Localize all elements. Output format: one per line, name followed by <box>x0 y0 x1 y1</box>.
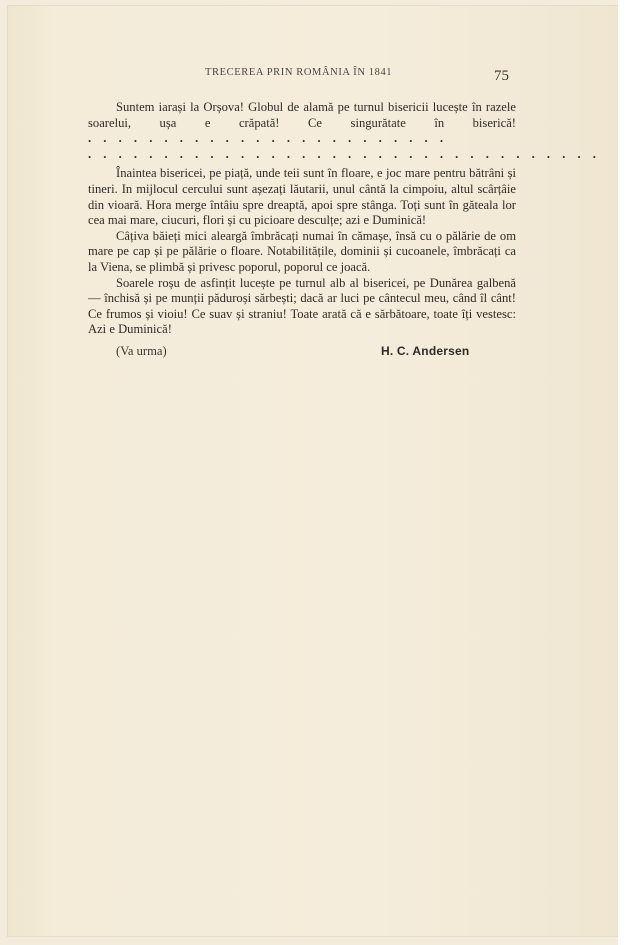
paragraph-orsova <box>88 100 516 147</box>
running-title: TRECEREA PRIN ROMÂNIA ÎN 1841 <box>205 67 393 78</box>
paragraph-baieti: Câțiva băieți mici aleargă îmbrăcați numai în cămașe, însă cu o pălărie de om mare pe cap și pe pălărie o floare. Notabilitățile, dominii și cucoanele, îmbrăcați ca la Viena, se plimbă și privesc poporul, poporul ce joacă. <box>88 228 516 274</box>
paragraph-soarele: Soarele roșu de asfințit lucește pe turnul alb al bisericei, pe Dunărea galbenă — închisă și pe munții păduroși sărbești; dacă ar luci pe cântecul meu, când îl cânt! Ce frumos și vioiu! Ce suav și straniu! Toate arată că e sărbătoare, toate îți vestesc: Azi e Duminică! <box>88 275 516 337</box>
to-be-continued-note: (Va urma) <box>116 343 167 358</box>
dot-leaders-inline: . . . . . . . . . . . . . . . . . . . . . . . . <box>88 131 448 146</box>
paragraph-hora: Înaintea bisericei, pe piață, unde teii sunt în floare, e joc mare pentru bătrâni și tineri. In mijlocul cercului sunt așezați lăutarii, unul cântă la cimpoiu, altul scârțâie din vioară. Hora merge întâiu spre dreaptă, apoi spre stânga. Toți sunt în găteala lor cea mai mare, ciucuri, flori și cu picioare desculțe; azi e Duminică! <box>88 166 516 228</box>
page-margin-edge <box>618 0 640 945</box>
signature-row <box>88 344 516 362</box>
page-number: 75 <box>494 68 509 84</box>
dot-leaders-line: . . . . . . . . . . . . . . . . . . . . . . . . . . . . . . . . . . <box>88 146 601 161</box>
paragraph-1-text: Suntem iarași la Orșova! Globul de alamă pe turnul bisericii lucește în razele soarelui, ușa e crăpată! Ce singurătate în biserică! <box>88 100 516 130</box>
article-body <box>88 100 601 362</box>
author-signature: H. C. Andersen <box>381 343 470 358</box>
